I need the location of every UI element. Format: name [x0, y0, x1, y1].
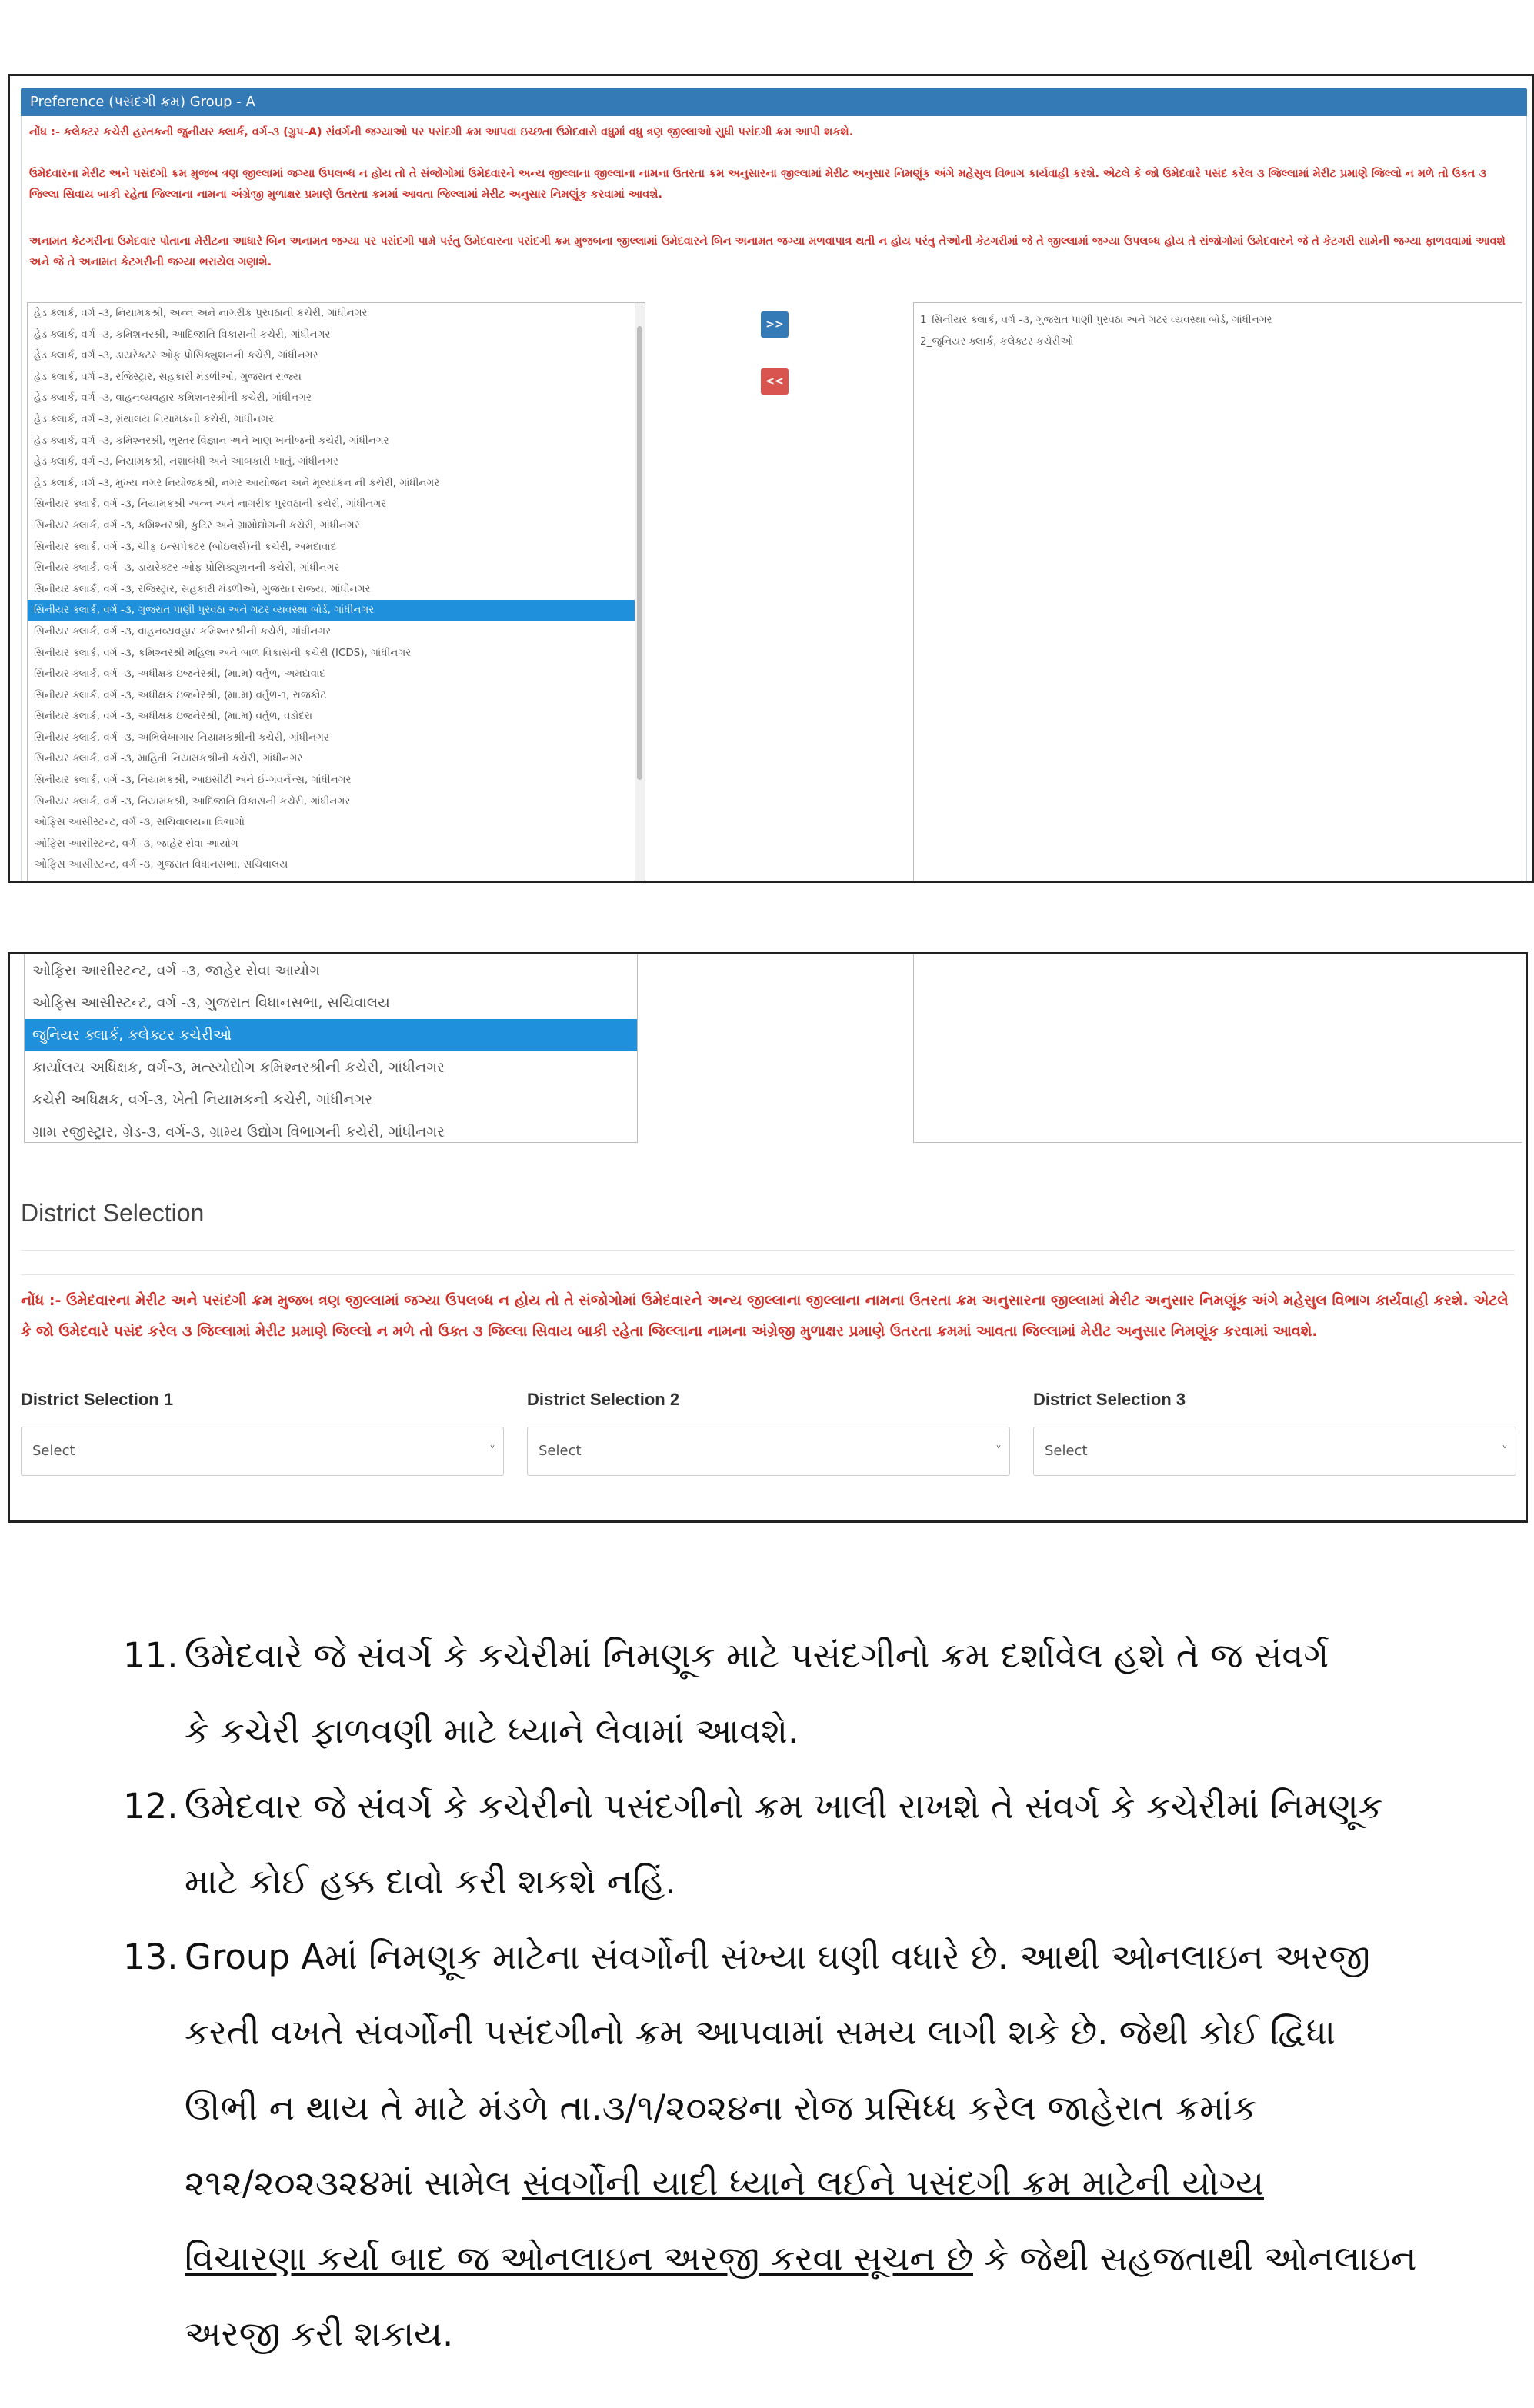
district-2-label: District Selection 2 [527, 1390, 680, 1409]
district-2-value: Select [539, 1443, 582, 1459]
instruction-text: ઉમેદવાર જે સંવર્ગ કે કચેરીનો પસંદગીનો ક્રમ ખાલી રાખશે તે સંવર્ગ કે કચેરીમાં નિમણૂક [185, 1786, 1383, 1827]
list-item[interactable]: હેડ ક્લાર્ક, વર્ગ -૩, મુખ્ય નગર નિયોજકશ્રી, નગર આયોજન અને મૂલ્યાંકન ની કચેરી, ગાંધીનગર [34, 476, 440, 489]
list-item[interactable]: સિનીયર ક્લાર્ક, વર્ગ -૩, નિયામકશ્રી, આદિજાતિ વિકાસની કચેરી, ગાંધીનગર [34, 794, 351, 808]
list-item[interactable]: ઓફિસ આસીસ્ટન્ટ, વર્ગ -૩, સચિવાલયના વિભાગો [34, 816, 245, 829]
chevron-down-icon: ˅ [995, 1444, 1002, 1458]
instruction-text: ઊભી ન થાય તે માટે મંડળે તા.૩/૧/૨૦૨૪ના રોજ પ્રસિધ્ધ કરેલ જાહેરાત ક્રમાંક [185, 2087, 1257, 2128]
item-number: 12. [123, 1786, 178, 1827]
list-item[interactable]: સિનીયર ક્લાર્ક, વર્ગ -૩, અભિલેખાગાર નિયામકશ્રીની કચેરી, ગાંધીનગર [34, 731, 329, 744]
list-item[interactable]: હેડ ક્લાર્ક, વર્ગ -૩, નિયામકશ્રી, અન્ન અને નાગરીક પુરવઠાની કચેરી, ગાંધીનગર [34, 307, 368, 319]
item-number: 13. [123, 1937, 178, 1977]
list-item[interactable]: સિનીયર ક્લાર્ક, વર્ગ -૩, અધીક્ષક ઇજનેરશ્રી, (મા.મ) વર્તુળ, વડોદરા [34, 710, 313, 723]
district-note: નોંધ :- ઉમેદવારના મેરીટ અને પસંદગી ક્રમ મુજબ ત્રણ જીલ્લામાં જગ્યા ઉપલબ્ધ ન હોય તો તે સંજોગોમાં ઉમેદવારને અન્ય જીલ્લાના જીલ્લાના નામના ઉતરતા ક્રમ અનુસારના જીલ્લામાં મેરીટ અનુસાર નિમણૂંક અંગે મહેસુલ વિભાગ કાર્યવાહી કરશે. એટલે કે જો ઉમેદવારે પસંદ કરેલ ૩ જિલ્લામાં મેરીટ પ્રમાણે જિલ્લો ન મળે તો ઉક્ત ૩ જિલ્લા સિવાય બાકી રહેતા જિલ્લાના નામના અંગ્રેજી મુળાક્ષર પ્રમાણે ઉતરતા ક્રમમાં આવતા જિલ્લામાં મેરીટ અનુસાર નિમણૂંક કરવામાં આવશે. [21, 1292, 1509, 1340]
instruction-text: ઉમેદવારે જે સંવર્ગ કે કચેરીમાં નિમણૂક માટે પસંદગીનો ક્રમ દર્શાવેલ હશે તે જ સંવર્ગ [185, 1635, 1329, 1676]
district-selection-screenshot [8, 952, 1528, 1523]
list-item[interactable]: જુનિયર ક્લાર્ક, કલેક્ટર કચેરીઓ [25, 1019, 637, 1051]
list-item[interactable]: ઓફિસ આસીસ્ટન્ટ, વર્ગ -૩, જાહેર સેવા આયોગ [34, 837, 238, 850]
list-item[interactable]: ઓફિસ આસીસ્ટન્ટ, વર્ગ -૩, ગુજરાત વિધાનસભા, સચિવાલય [34, 858, 288, 871]
list-item[interactable]: કાર્યાલય અધિક્ષક, વર્ગ-૩, મત્સ્યોદ્યોગ કમિશ્નરશ્રીની કચેરી, ગાંધીનગર [32, 1059, 445, 1076]
list-item[interactable]: હેડ ક્લાર્ક, વર્ગ -૩, વાહનવ્યવહાર કમિશનરશ્રીની કચેરી, ગાંધીનગર [34, 391, 312, 405]
remove-preference-button[interactable]: << [761, 368, 789, 395]
list-item[interactable]: સિનીયર ક્લાર્ક, વર્ગ -૩, કમિશ્નરશ્રી, કુટિર અને ગ્રામોદ્યોગની કચેરી, ગાંધીનગર [34, 518, 360, 531]
note-max-districts: નોંધ :- કલેક્ટર કચેરી હસ્તકની જુનીયર ક્લાર્ક, વર્ગ-૩ (ગ્રુપ-A) સંવર્ગની જગ્યાઓ પર પસંદગી ક્રમ આપવા ઇચ્છતા ઉમેદવારો વધુમાં વધુ ત્રણ જીલ્લાઓ સુધી પસંદગી ક્રમ આપી શકશે. [29, 126, 854, 138]
instruction-item-11 [123, 1618, 1439, 1769]
list-item[interactable]: સિનીયર ક્લાર્ક, વર્ગ -૩, નિયામકશ્રી અન્ન અને નાગરીક પુરવઠાની કચેરી, ગાંધીનગર [34, 498, 387, 511]
chevron-down-icon: ˅ [489, 1444, 495, 1458]
section-title: District Selection [21, 1199, 205, 1227]
selected-preference-list[interactable] [913, 954, 1522, 1143]
instruction-text: કે જેથી સહજતાથી ઓનલાઇન [972, 2238, 1417, 2279]
district-1-select[interactable] [21, 1427, 504, 1476]
list-item[interactable]: સિનીયર ક્લાર્ક, વર્ગ -૩, ચીફ ઇન્સપેક્ટર (બોઇલર્સ)ની કચેરી, અમદાવાદ [34, 540, 337, 553]
district-3-select[interactable] [1033, 1427, 1516, 1476]
district-3-label: District Selection 3 [1033, 1390, 1186, 1409]
list-item[interactable]: હેડ ક્લાર્ક, વર્ગ -૩, નિયામકશ્રી, નશાબંધી અને આબકારી ખાતું, ગાંધીનગર [34, 455, 338, 468]
chevron-down-icon: ˅ [1502, 1444, 1508, 1458]
list-item[interactable]: હેડ ક્લાર્ક, વર્ગ -૩, ડાયરેકટર ઓફ પ્રોસિક્યુશનની કચેરી, ગાંધીનગર [34, 349, 318, 362]
district-1-value: Select [32, 1443, 75, 1459]
instruction-underlined-text: વિચારણા કર્યા બાદ જ ઓનલાઇન અરજી કરવા સૂચન છે [185, 2238, 973, 2279]
instruction-text: અરજી કરી શકાય. [185, 2313, 454, 2354]
divider [21, 1274, 1515, 1275]
district-2-select[interactable] [527, 1427, 1010, 1476]
instruction-text: કે કચેરી ફાળવણી માટે ધ્યાને લેવામાં આવશે. [185, 1710, 799, 1751]
list-item[interactable]: હેડ ક્લાર્ક, વર્ગ -૩, ગ્રંથાલય નિયામકની કચેરી, ગાંધીનગર [34, 412, 275, 425]
list-item[interactable]: સિનીયર ક્લાર્ક, વર્ગ -૩, રજિસ્ટ્રાર, સહકારી મંડળીઓ, ગુજરાત રાજ્ય, ગાંધીનગર [34, 582, 371, 595]
note-merit-district: ઉમેદવારના મેરીટ અને પસંદગી ક્રમ મુજબ ત્રણ જીલ્લામાં જગ્યા ઉપલબ્ધ ન હોય તો તે સંજોગોમાં ઉમેદવારને અન્ય જીલ્લાના જીલ્લાના નામના ઉતરતા ક્રમ અનુસારના જીલ્લામાં મેરીટ અનુસાર નિમણૂંક અંગે મહેસુલ વિભાગ કાર્યવાહી કરશે. એટલે કે જો ઉમેદવારે પસંદ કરેલ ૩ જિલ્લામાં મેરીટ પ્રમાણે જિલ્લો ન મળે તો ઉક્ત ૩ જિલ્લા સિવાય બાકી રહેતા જિલ્લાના નામના અંગ્રેજી મુળાક્ષર પ્રમાણે ઉતરતા ક્રમમાં આવતા જિલ્લામાં મેરીટ અનુસાર નિમણૂંક કરવામાં આવશે. [29, 168, 1487, 201]
instruction-text: માટે કોઈ હક્ક દાવો કરી શકશે નહિં. [185, 1861, 676, 1902]
list-item[interactable]: સિનીયર ક્લાર્ક, વર્ગ -૩, અધીક્ષક ઇજનેરશ્રી, (મા.મ) વર્તુળ-૧, રાજકોટ [34, 688, 327, 701]
list-item[interactable]: સિનીયર ક્લાર્ક, વર્ગ -૩, વાહનવ્યવહાર કમિશ્નરશ્રીની કચેરી, ગાંધીનગર [34, 624, 332, 638]
preference-screenshot [8, 74, 1534, 883]
available-cadre-list[interactable] [27, 302, 645, 883]
instruction-underlined-text: સંવર્ગોની યાદી ધ્યાને લઈને પસંદગી ક્રમ માટેની યોગ્ય [522, 2163, 1264, 2203]
instruction-text: ૨૧૨/૨૦૨૩૨૪માં સામેલ [185, 2163, 522, 2203]
list-item[interactable]: ઓફિસ આસીસ્ટન્ટ, વર્ગ -૩, ગુજરાત વિધાનસભા, સચિવાલય [32, 994, 390, 1011]
scrollbar-thumb[interactable] [637, 326, 642, 780]
add-preference-button[interactable]: >> [761, 311, 789, 338]
list-item[interactable]: સિનીયર ક્લાર્ક, વર્ગ -૩, અધીક્ષક ઇજનેરશ્રી, (મા.મ) વર્તુળ, અમદાવાદ [34, 668, 325, 681]
item-number: 11. [123, 1635, 178, 1676]
list-item[interactable]: ઓફિસ આસીસ્ટન્ટ, વર્ગ -૩, જાહેર સેવા આયોગ [32, 962, 321, 979]
list-item[interactable]: સિનીયર ક્લાર્ક, વર્ગ -૩, ડાયરેક્ટર ઓફ પ્રોસિક્યુશનની કચેરી, ગાંધીનગર [34, 561, 340, 575]
instruction-item-12 [123, 1769, 1439, 1920]
instruction-item-13 [123, 1920, 1439, 2372]
scrollbar[interactable] [635, 303, 645, 883]
selected-preference-list[interactable] [913, 302, 1522, 883]
instruction-text: કરતી વખતે સંવર્ગોની પસંદગીનો ક્રમ આપવામાં સમય લાગી શકે છે. જેથી કોઈ દ્વિધા [185, 2012, 1336, 2053]
list-item[interactable]: સિનીયર ક્લાર્ક, વર્ગ -૩, કમિશ્નરશ્રી મહિલા અને બાળ વિકાસની કચેરી (ICDS), ગાંધીનગર [34, 646, 412, 659]
district-3-value: Select [1045, 1443, 1088, 1459]
district-1-label: District Selection 1 [21, 1390, 174, 1409]
list-item[interactable]: સિનીયર ક્લાર્ક, વર્ગ -૩, નિયામકશ્રી, આઇસીટી અને ઈ-ગવર્નન્સ, ગાંધીનગર [34, 774, 352, 787]
note-reserved-category: અનામત કેટગરીના ઉમેદવાર પોતાના મેરીટના આધારે બિન અનામત જગ્યા પર પસંદગી પામે પરંતુ ઉમેદવારના પસંદગી ક્રમ મુજબના જીલ્લામાં ઉમેદવારને બિન અનામત જગ્યા મળવાપાત્ર થતી ન હોય પરંતુ તેઓની કેટગરીમાં જે તે જીલ્લામાં જગ્યા ઉપલબ્ધ હોય તે સંજોગોમાં ઉમેદવારને જે તે કેટગરી સામેની જગ્યા ફાળવવામાં આવશે અને જે તે અનામત કેટગરીની જગ્યા ભરાયેલ ગણાશે. [29, 235, 1506, 268]
list-item[interactable]: હેડ ક્લાર્ક, વર્ગ -૩, રજિસ્ટ્રાર, સહકારી મંડળીઓ, ગુજરાત રાજ્ય [34, 370, 302, 383]
list-item[interactable]: 1_સિનીયર ક્લાર્ક, વર્ગ -૩, ગુજરાત પાણી પુરવઠા અને ગટર વ્યવસ્થા બોર્ડ, ગાંધીનગર [920, 314, 1272, 326]
list-item[interactable]: 2_જુનિયર ક્લાર્ક, કલેક્ટર કચેરીઓ [920, 335, 1074, 348]
list-item[interactable]: ગ્રામ રજીસ્ટ્રાર, ગ્રેડ-૩, વર્ગ-૩, ગ્રામ્ય ઉદ્યોગ વિભાગની કચેરી, ગાંધીનગર [32, 1124, 445, 1141]
list-item[interactable]: સિનીયર ક્લાર્ક, વર્ગ -૩, ગુજરાત પાણી પુરવઠા અને ગટર વ્યવસ્થા બોર્ડ, ગાંધીનગર [28, 600, 645, 621]
divider [21, 1250, 1515, 1251]
list-item[interactable]: હેડ ક્લાર્ક, વર્ગ -૩, કમિશ્નરશ્રી, ભુસ્તર વિજ્ઞાન અને ખાણ ખનીજની કચેરી, ગાંધીનગર [34, 434, 389, 447]
list-item[interactable]: હેડ ક્લાર્ક, વર્ગ -૩, કમિશનરશ્રી, આદિજાતિ વિકાસની કચેરી, ગાંધીનગર [34, 328, 331, 341]
instruction-text: Group Aમાં નિમણૂક માટેના સંવર્ગોની સંખ્યા ઘણી વધારે છે. આથી ઓનલાઇન અરજી [185, 1937, 1371, 1977]
available-cadre-list[interactable] [24, 954, 638, 1143]
list-item[interactable]: કચેરી અધિક્ષક, વર્ગ-૩, ખેતી નિયામકની કચેરી, ગાંધીનગર [32, 1091, 373, 1108]
list-item[interactable]: સિનીયર ક્લાર્ક, વર્ગ -૩, માહિતી નિયામકશ્રીની કચેરી, ગાંધીનગર [34, 752, 303, 765]
panel-title: Preference (પસંદગી ક્રમ) Group - A [21, 88, 1527, 116]
